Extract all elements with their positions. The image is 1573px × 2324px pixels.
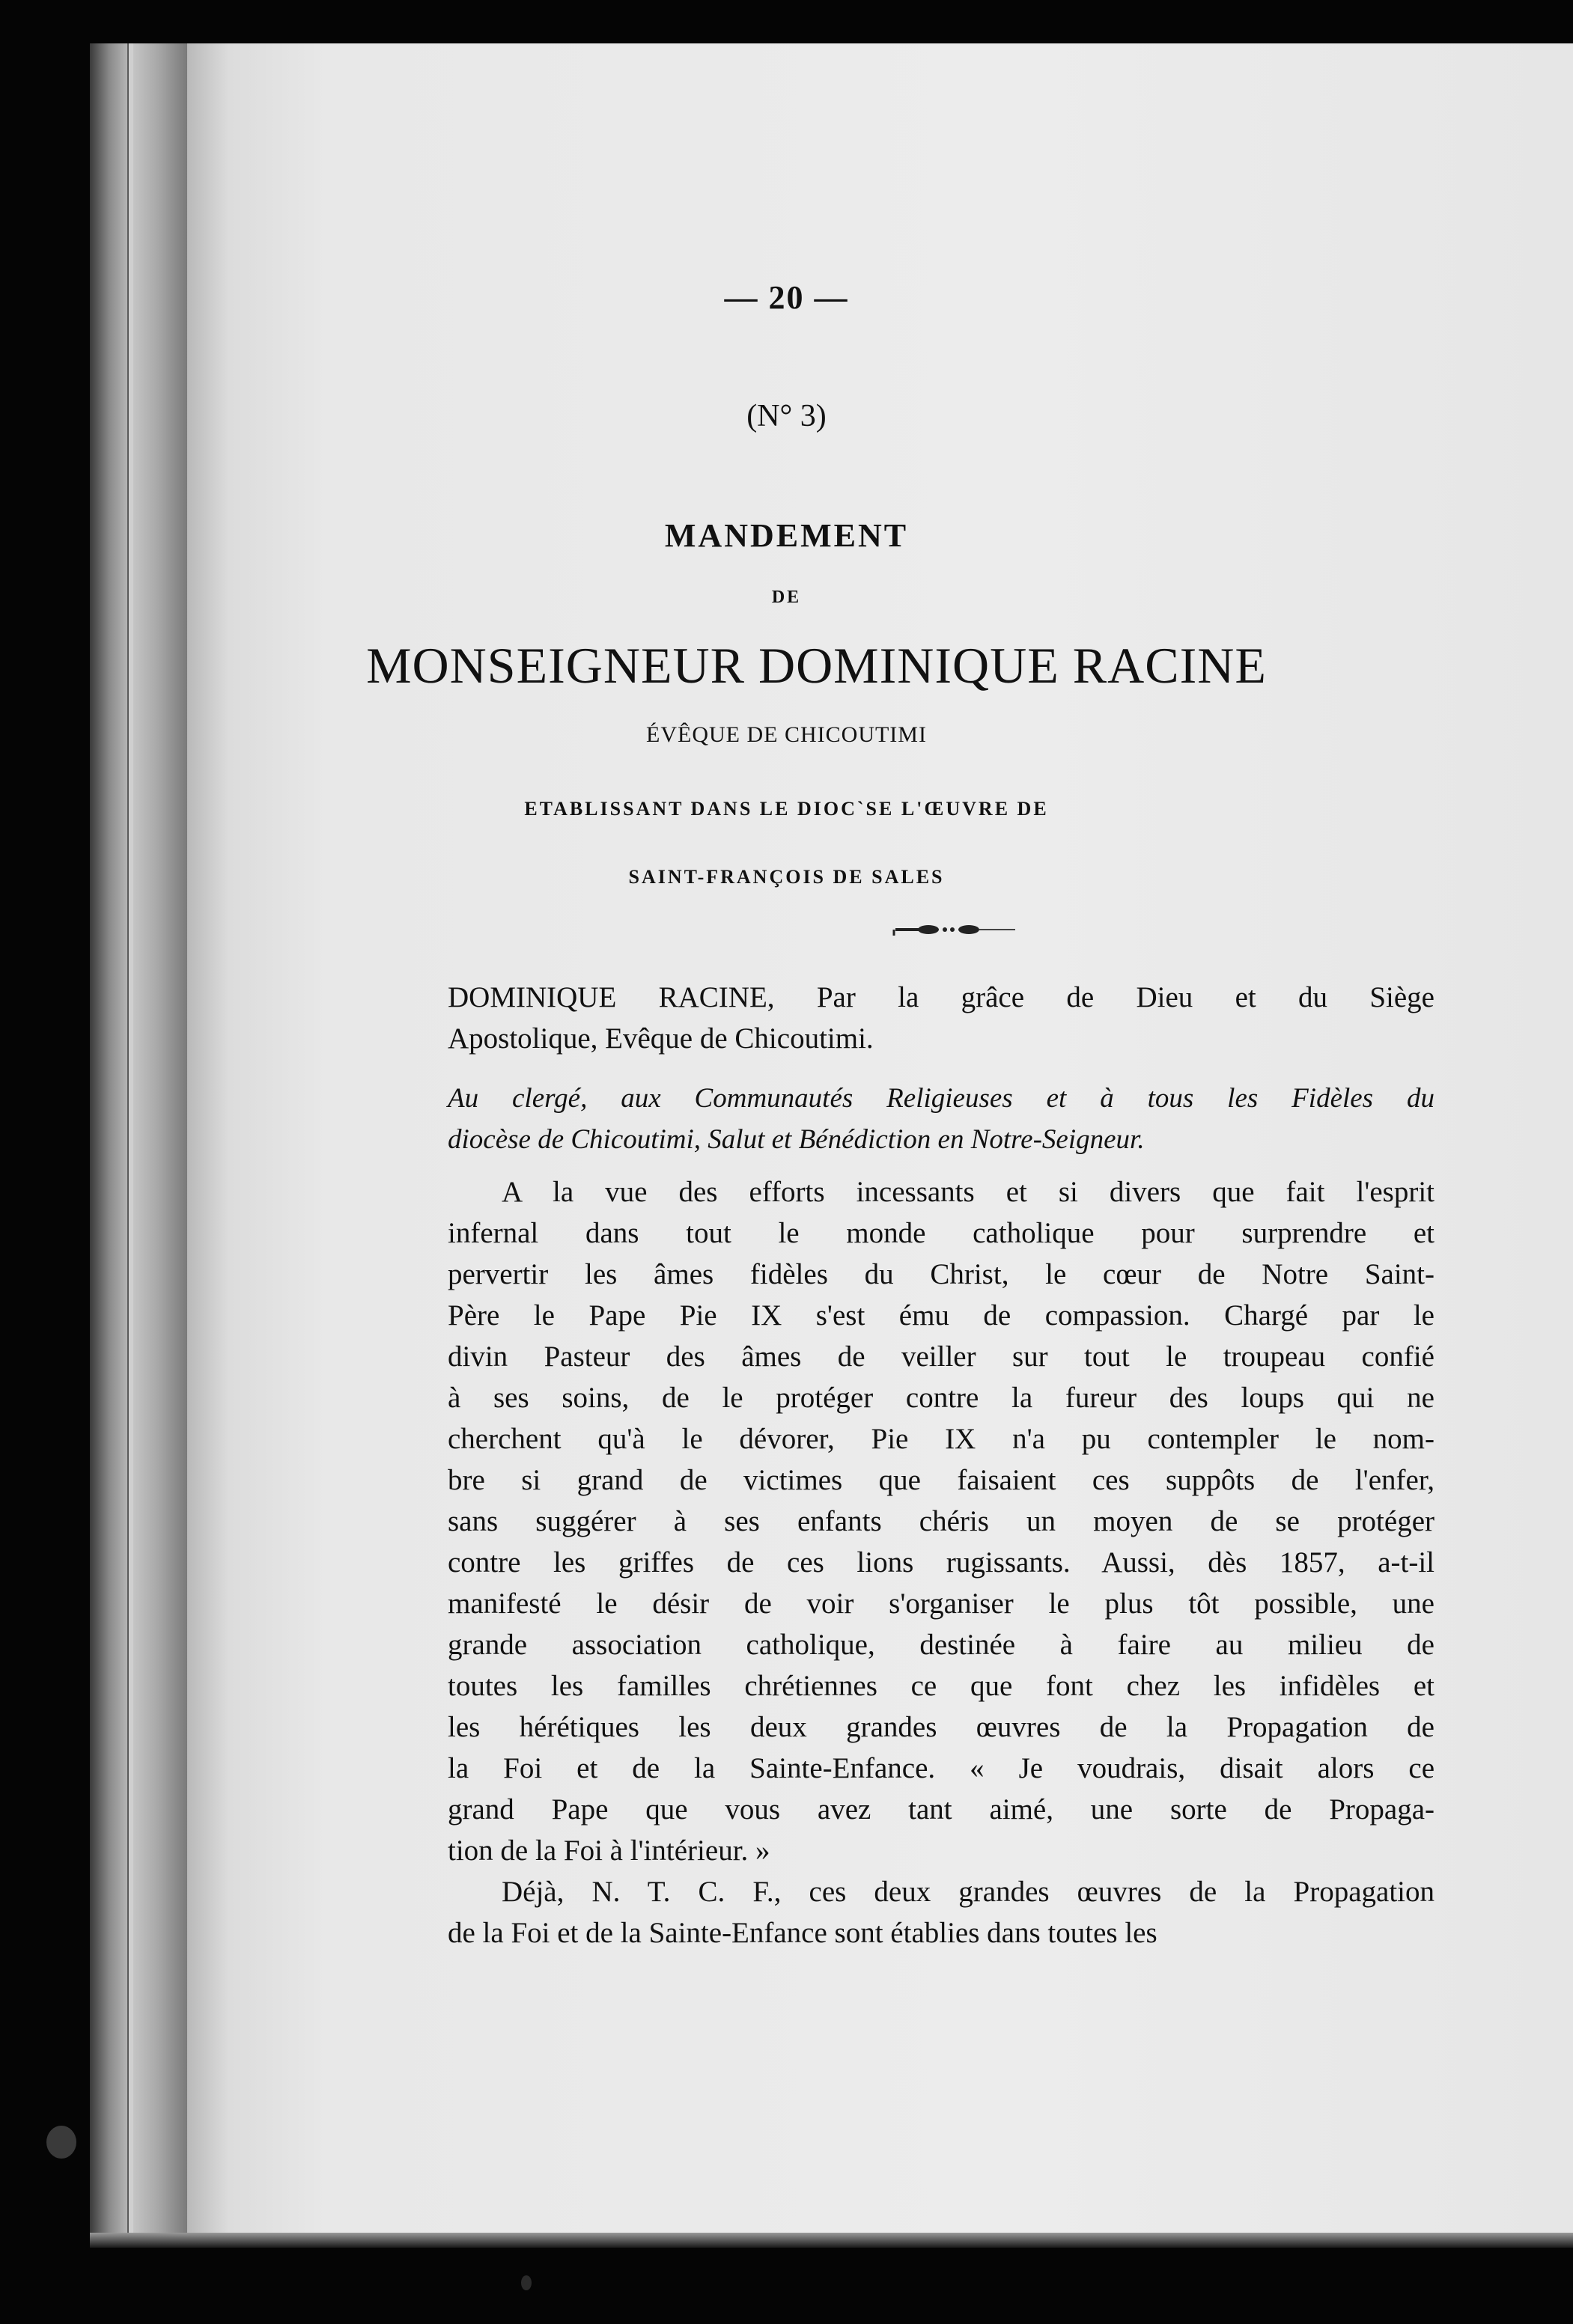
body-line: manifesté le désir de voir s'organiser le plus tôt possible, une xyxy=(448,1588,1434,1620)
body-line: à ses soins, de le protéger contre la fureur des loups qui ne xyxy=(448,1382,1434,1414)
intro-paragraph xyxy=(448,977,1434,1059)
body-line: A la vue des efforts incessants et si divers que fait l'esprit xyxy=(502,1176,1434,1208)
body-line: infernal dans tout le monde catholique pour surprendre et xyxy=(448,1217,1434,1249)
body-line: pervertir les âmes fidèles du Christ, le cœur de Notre Saint- xyxy=(448,1258,1434,1290)
body-line: de la Foi et de la Sainte-Enfance sont établies dans toutes les xyxy=(448,1917,1157,1949)
title-work-name: SAINT-FRANÇOIS DE SALES xyxy=(628,866,945,888)
title-subject-line: ETABLISSANT DANS LE DIOC`SE L'ŒUVRE DE xyxy=(524,798,1049,820)
body-line: toutes les familles chrétiennes ce que font chez les infidèles et xyxy=(448,1670,1434,1702)
title-de: DE xyxy=(771,588,802,607)
title-bishop-name: MONSEIGNEUR DOMINIQUE RACINE xyxy=(366,637,1267,694)
body-line: grande association catholique, destinée à faire au milieu de xyxy=(448,1629,1434,1661)
address-paragraph xyxy=(448,1078,1434,1160)
body-line: tion de la Foi à l'intérieur. » xyxy=(448,1835,770,1867)
body-line: contre les griffes de ces lions rugissants. Aussi, dès 1857, a-t-il xyxy=(448,1546,1434,1579)
body-line: Déjà, N. T. C. F., ces deux grandes œuvres de la Propagation xyxy=(502,1876,1434,1908)
scan-speck xyxy=(521,2275,532,2290)
body-line: Père le Pape Pie IX s'est ému de compassion. Chargé par le xyxy=(448,1299,1434,1332)
body-line: bre si grand de victimes que faisaient ces suppôts de l'enfer, xyxy=(448,1464,1434,1496)
scan-speck xyxy=(46,2126,76,2159)
intro-line: Apostolique, Evêque de Chicoutimi. xyxy=(448,1022,874,1055)
title-mandement: MANDEMENT xyxy=(664,517,909,554)
intro-line: DOMINIQUE RACINE, Par la grâce de Dieu et du Siège xyxy=(448,981,1434,1013)
body-line: sans suggérer à ses enfants chéris un moyen de se protéger xyxy=(448,1505,1434,1537)
body-paragraph xyxy=(448,1171,1434,1954)
body-line: la Foi et de la Sainte-Enfance. « Je voudrais, disait alors ce xyxy=(448,1752,1434,1784)
page-number: — 20 — xyxy=(724,279,849,316)
body-line: grand Pape que vous avez tant aimé, une sorte de Propaga- xyxy=(448,1793,1434,1826)
book-binding xyxy=(90,43,187,2233)
body-line: cherchent qu'à le dévorer, Pie IX n'a pu contempler le nom- xyxy=(448,1423,1434,1455)
body-line: divin Pasteur des âmes de veiller sur tout le troupeau confié xyxy=(448,1341,1434,1373)
address-line: Au clergé, aux Communautés Religieuses et à tous les Fidèles du xyxy=(448,1083,1434,1114)
page-edge xyxy=(127,43,133,2233)
ornament-divider-icon xyxy=(891,919,1018,942)
page-bottom-shadow xyxy=(90,2233,1573,2248)
document-number: (N° 3) xyxy=(746,399,827,433)
body-line: les hérétiques les deux grandes œuvres de la Propagation de xyxy=(448,1711,1434,1743)
address-line: diocèse de Chicoutimi, Salut et Bénédiction en Notre-Seigneur. xyxy=(448,1124,1145,1155)
title-bishop-see: ÉVÊQUE DE CHICOUTIMI xyxy=(646,722,927,747)
